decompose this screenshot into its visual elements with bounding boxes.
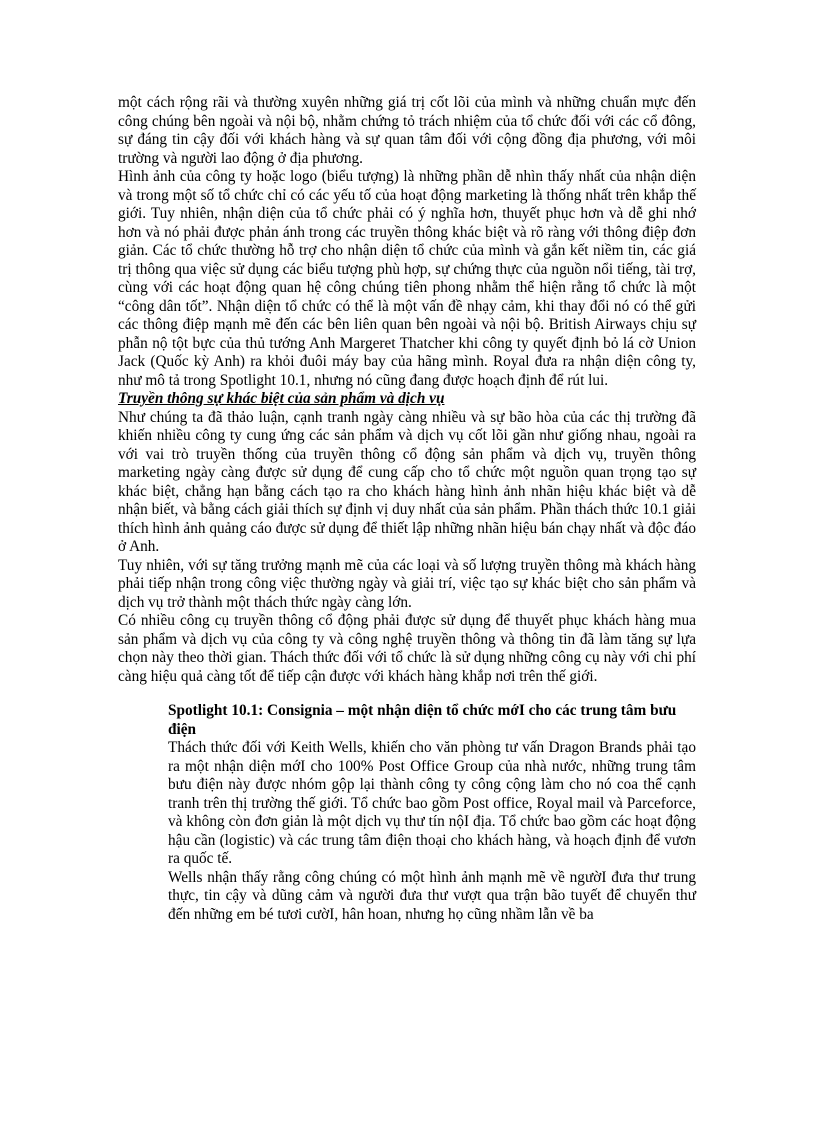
spotlight-box: [168, 702, 696, 924]
section-paragraph-3: Có nhiều công cụ truyền thông cổ động phải được sử dụng để thuyết phục khách hàng mua sản phẩm và dịch vụ của công ty và công nghệ truyền thông và thông tin đã làm tăng sự lựa chọn này theo thời gian. Thách thức đối với tổ chức là sử dụng những công cụ này với chi phí càng hiệu quả càng tốt để tiếp cận được với khách hàng khắp nơi trên thế giới.: [118, 612, 696, 685]
spotlight-title: Spotlight 10.1: Consignia – một nhận diện tổ chức mớI cho các trung tâm bưu điện: [168, 702, 677, 738]
section-heading: Truyền thông sự khác biệt của sản phẩm và dịch vụ: [118, 390, 445, 407]
spotlight-paragraph-1: Thách thức đối với Keith Wells, khiến cho văn phòng tư vấn Dragon Brands phải tạo ra một nhận diện mớI cho 100% Post Office Group của nhà nước, những trung tâm bưu điện này được nhóm gộp lại thành công ty công cộng làm cho nó coa thể cạnh tranh trên thị trường thế giới. Tổ chức bao gồm Post office, Royal mail và Parceforce, và không còn đơn giản là một dịch vụ thư tín nộI địa. Tổ chức bao gồm các hoạt động hậu cần (logistic) và các trung tâm điện thoại cho khách hàng, và hoạch định để vươn ra quốc tế.: [168, 739, 696, 867]
spotlight-paragraph-2: Wells nhận thấy rằng công chúng có một hình ảnh mạnh mẽ về ngườI đưa thư trung thực, tin cậy và dũng cảm và người đưa thư vượt qua trận bão tuyết để chuyển thư đến những em bé tươi cườI, hân hoan, nhưng họ cũng nhầm lẫn về ba: [168, 868, 696, 923]
body-paragraph-1: một cách rộng rãi và thường xuyên những giá trị cốt lõi của mình và những chuẩn mực đến công chúng bên ngoài và nội bộ, nhằm chứng tỏ trách nhiệm của tổ chức đối với các cổ đông, sự đáng tin cậy đối với khách hàng và sự quan tâm đối với cộng đồng địa phương, với môi trường và người lao động ở địa phương.: [118, 94, 696, 167]
main-body-text: [118, 94, 696, 686]
section-paragraph-1: Như chúng ta đã thảo luận, cạnh tranh ngày càng nhiều và sự bão hòa của các thị trường đã khiến nhiều công ty cung ứng các sản phẩm và dịch vụ cốt lõi gần như giống nhau, ngoài ra với vai trò truyền thống của truyền thông cổ động sản phẩm và dịch vụ, truyền thông marketing ngày càng được sử dụng để cung cấp cho tổ chức một nguồn quan trọng tạo sự khác biệt, chẳng hạn bằng cách tạo ra cho khách hàng hình ảnh nhãn hiệu khác biệt và dễ nhận biết, và bằng cách giải thích sự định vị duy nhất của sản phẩm. Phần thách thức 10.1 giải thích hình ảnh quảng cáo được sử dụng để thiết lập những nhãn hiệu bán chạy nhất và độc đáo ở Anh.: [118, 408, 696, 555]
body-paragraph-2: Hình ảnh của công ty hoặc logo (biểu tượng) là những phần dễ nhìn thấy nhất của nhận diện và trong một số tổ chức chỉ có các yếu tố của hoạt động marketing là thống nhất trên khắp thế giới. Tuy nhiên, nhận diện của tổ chức phải có ý nghĩa hơn, thuyết phục hơn và dễ ghi nhớ hơn và nó phải được phản ánh trong các truyền thông khác biệt và rõ ràng với thông điệp đơn giản. Các tổ chức thường hỗ trợ cho nhận diện tổ chức của mình và gắn kết niềm tin, các giá trị thông qua việc sử dụng các biểu tượng phù hợp, sự chứng thực của nguồn nổi tiếng, tài trợ, cùng với các hoạt động quan hệ công chúng tiên phong nhằm thể hiện rằng tổ chức là một “công dân tốt”. Nhận diện tổ chức có thể là một vấn đề nhạy cảm, khi thay đổi nó có thể gửi các thông điệp mạnh mẽ đến các bên liên quan bên ngoài và nội bộ. British Airways chịu sự phẫn nộ tột bực của thủ tướng Anh Margeret Thatcher khi công ty quyết định bỏ lá cờ Union Jack (Quốc kỳ Anh) ra khỏi đuôi máy bay của hãng mình. Royal đưa ra nhận diện công ty, như mô tả trong Spotlight 10.1, nhưng nó cũng đang được hoạch định để rút lui.: [118, 168, 696, 389]
section-paragraph-2: Tuy nhiên, với sự tăng trưởng mạnh mẽ của các loại và số lượng truyền thông mà khách hàng phải tiếp nhận trong công việc thường ngày và giải trí, việc tạo sự khác biệt cho sản phẩm và dịch vụ trở thành một thách thức ngày càng lớn.: [118, 556, 696, 611]
